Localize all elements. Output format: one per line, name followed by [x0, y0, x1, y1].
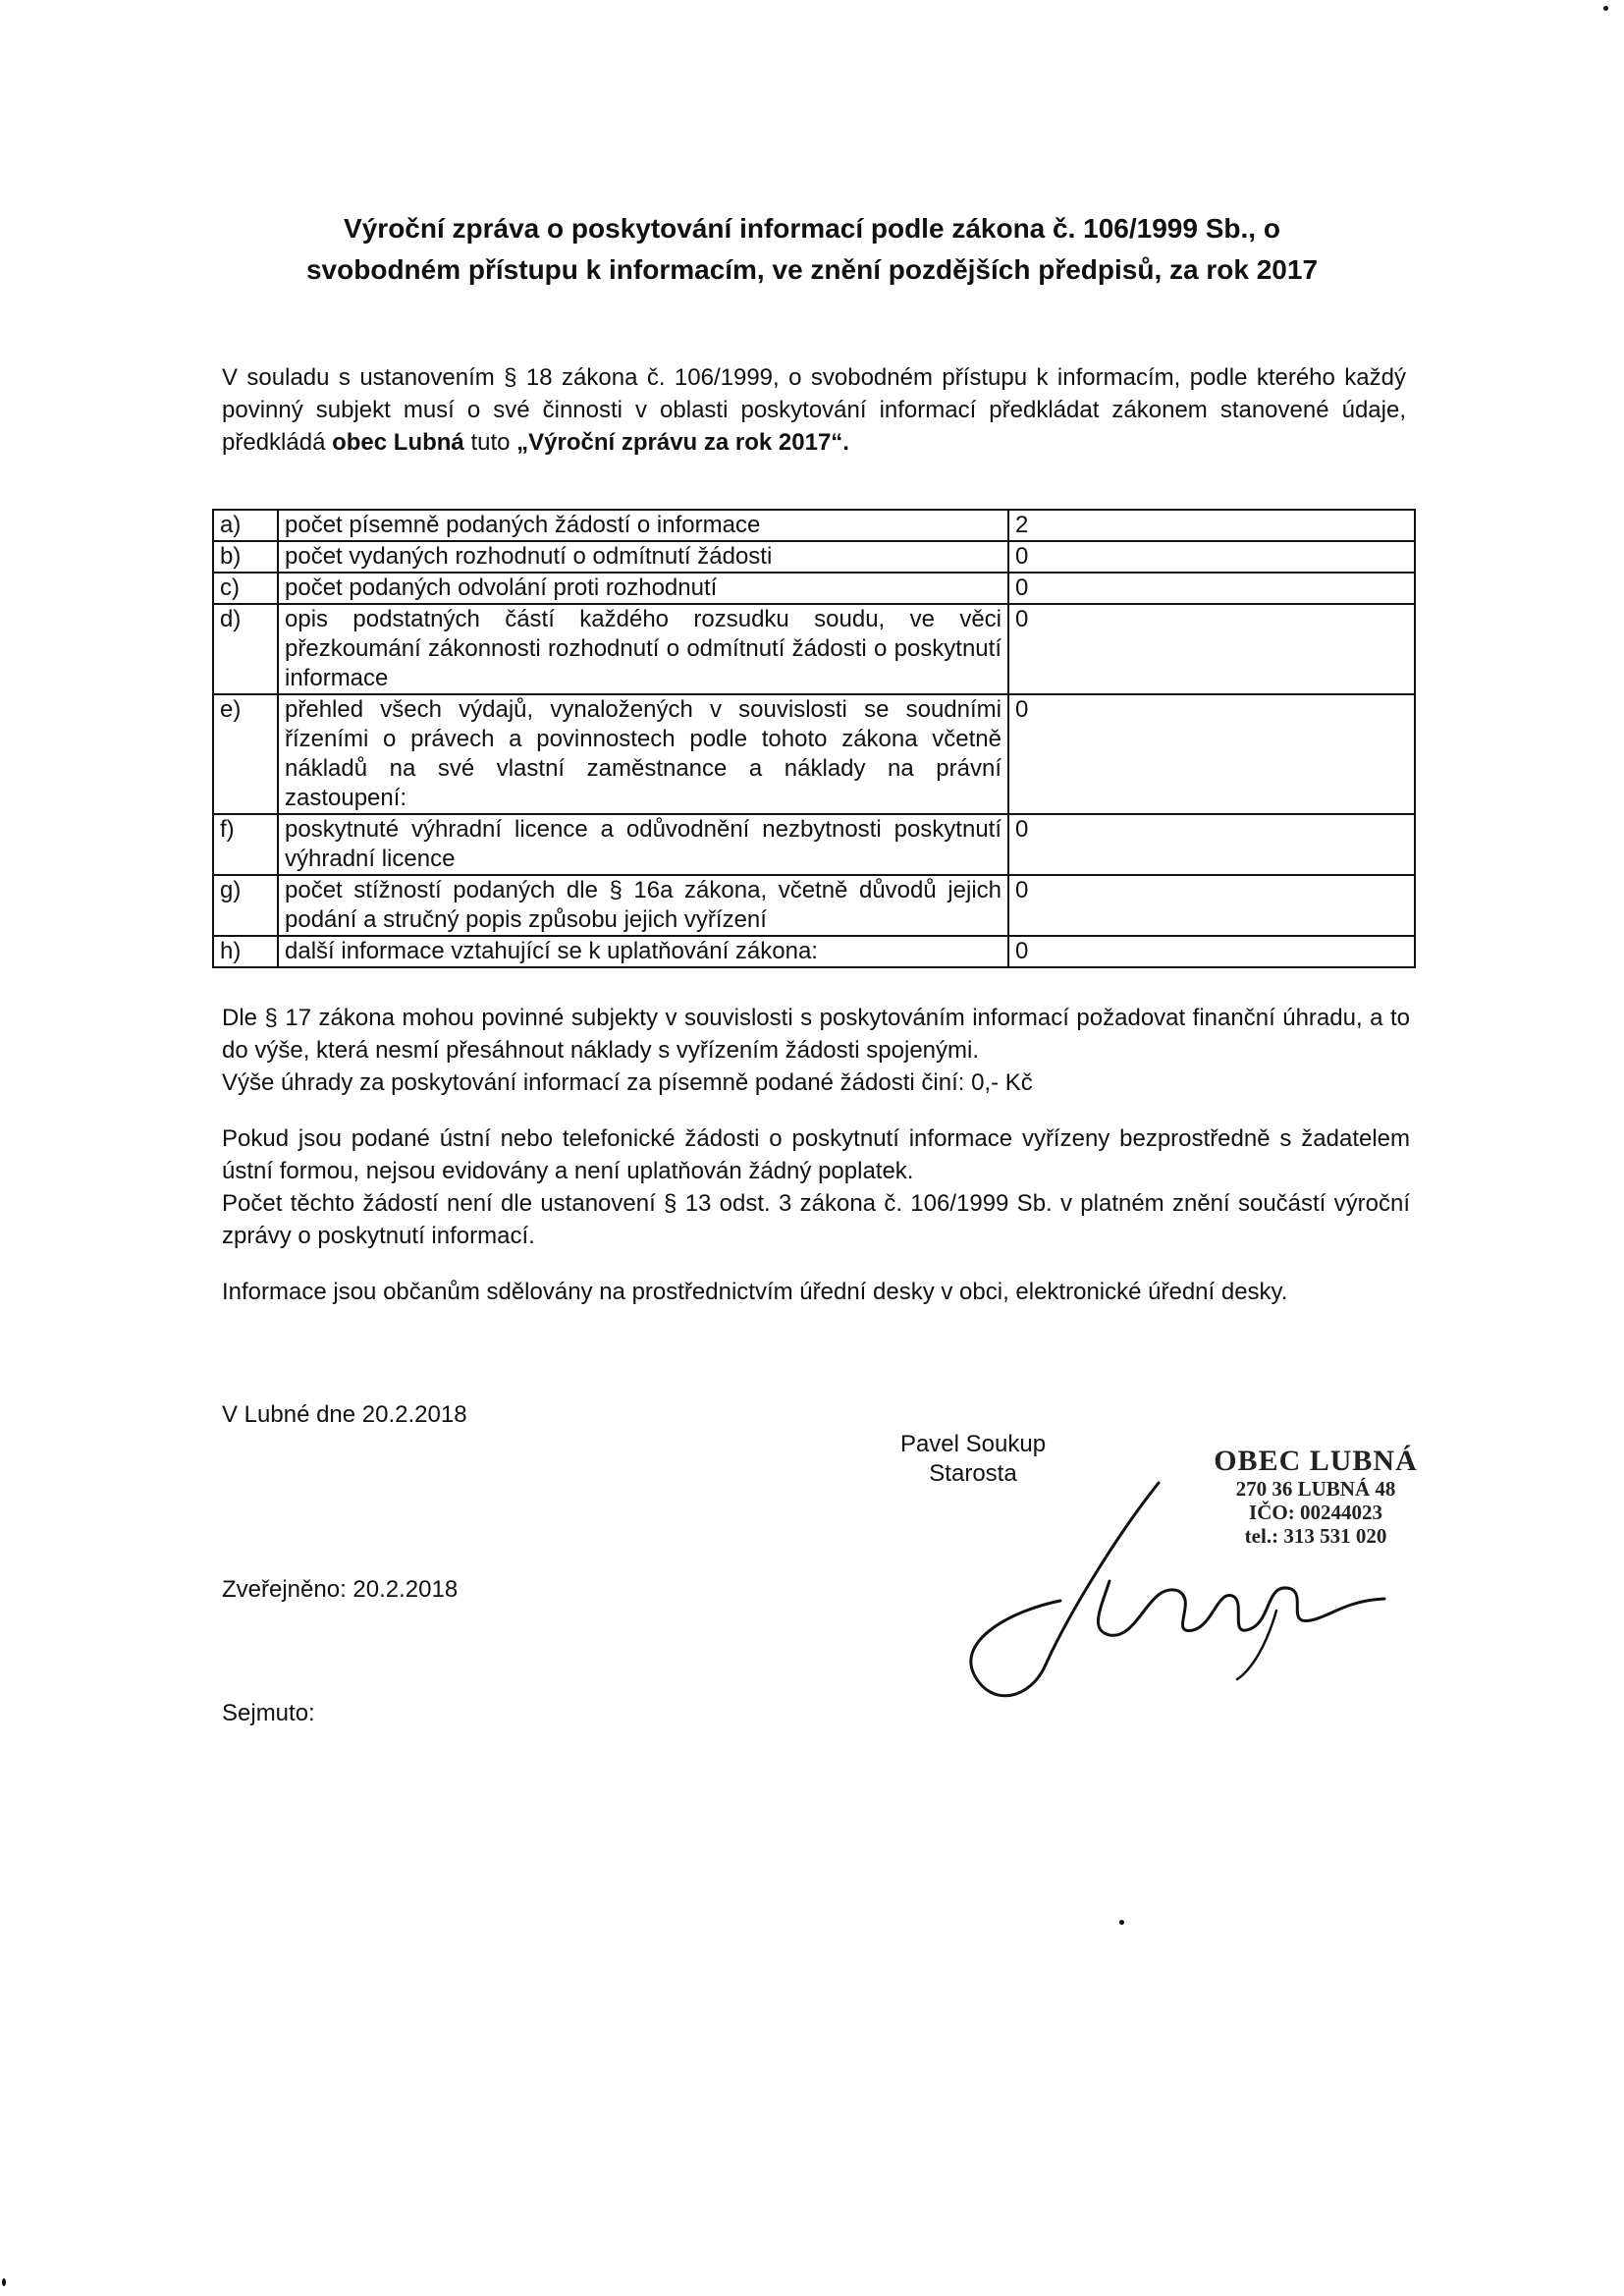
row-value: 0: [1008, 573, 1415, 604]
row-letter: f): [213, 814, 278, 875]
published-date: Zveřejněno: 20.2.2018: [222, 1576, 459, 1603]
row-value: 0: [1008, 604, 1415, 694]
scan-speck: [1119, 1920, 1124, 1925]
table-row: [213, 573, 1415, 604]
row-letter: c): [213, 573, 278, 604]
row-value: 0: [1008, 814, 1415, 875]
row-description: přehled všech výdajů, vynaložených v souvislosti se soudními řízeními o právech a povinnostech podle tohoto zákona včetně nákladů na své vlastní zaměstnance a náklady na právní zastoupení:: [278, 694, 1008, 814]
intro-text: V souladu s ustanovením § 18 zákona č. 106/1999, o svobodném přístupu k informacím, podle kterého každý povinný subjekt musí o své činnosti v oblasti poskytování informací předkládat zákonem stanovené údaje, předkládá: [222, 364, 1406, 456]
table-row: [213, 510, 1415, 541]
row-value: 0: [1008, 541, 1415, 573]
row-value: 0: [1008, 694, 1415, 814]
oral-requests-paragraph: [222, 1122, 1410, 1252]
fee-text: Dle § 17 zákona mohou povinné subjekty v souvislosti s poskytováním informací požadovat finanční úhradu, a to do výše, která nesmí přesáhnout náklady s vyřízením žádosti spojenými.: [222, 1005, 1410, 1064]
row-letter: b): [213, 541, 278, 573]
table-row: [213, 814, 1415, 875]
table-row: [213, 541, 1415, 573]
table-row: [213, 936, 1415, 967]
intro-report-name: „Výroční zprávu za rok 2017“.: [516, 429, 849, 456]
fee-paragraph: [222, 1002, 1410, 1099]
intro-mid: tuto: [470, 429, 511, 456]
stamp-ico: IČO: 00244023: [1249, 1501, 1382, 1524]
signer-name: Pavel Soukup: [899, 1431, 1047, 1457]
oral-count-text: Počet těchto žádostí není dle ustanovení § 13 odst. 3 zákona č. 106/1999 Sb. v platném znění součástí výroční zprávy o poskytnutí informací.: [222, 1190, 1410, 1249]
stamp-name: OBEC LUBNÁ: [1214, 1445, 1418, 1477]
row-description: opis podstatných částí každého rozsudku soudu, ve věci přezkoumání zákonnosti rozhodnutí o odmítnutí žádosti o poskytnutí informace: [278, 604, 1008, 694]
oral-text: Pokud jsou podané ústní nebo telefonické žádosti o poskytnutí informace vyřízeny bezprostředně s žadatelem ústní formou, nejsou evidovány a není uplatňován žádný poplatek.: [222, 1125, 1410, 1184]
intro-obec: obec Lubná: [332, 429, 464, 456]
row-description: počet vydaných rozhodnutí o odmítnutí žádosti: [278, 541, 1008, 573]
row-description: počet stížností podaných dle § 16a zákona, včetně důvodů jejich podání a stručný popis způsobu jejich vyřízení: [278, 875, 1008, 936]
row-letter: g): [213, 875, 278, 936]
title-line-1: Výroční zpráva o poskytování informací podle zákona č. 106/1999 Sb., o: [344, 213, 1280, 244]
table-row: [213, 694, 1415, 814]
row-description: další informace vztahující se k uplatňování zákona:: [278, 936, 1008, 967]
table-row: [213, 604, 1415, 694]
document-title: [196, 208, 1428, 291]
stamp-tel: tel.: 313 531 020: [1244, 1524, 1387, 1548]
row-description: poskytnuté výhradní licence a odůvodnění nezbytnosti poskytnutí výhradní licence: [278, 814, 1008, 875]
scan-speck: [2, 2278, 6, 2286]
report-table: [212, 509, 1416, 968]
row-value: 0: [1008, 875, 1415, 936]
intro-paragraph: [222, 361, 1406, 459]
official-stamp: [1198, 1446, 1434, 1548]
removed-date: Sejmuto:: [222, 1700, 315, 1726]
title-line-2: svobodném přístupu k informacím, ve znění pozdějších předpisů, za rok 2017: [305, 254, 1319, 285]
stamp-address: 270 36 LUBNÁ 48: [1235, 1477, 1396, 1501]
row-value: 2: [1008, 510, 1415, 541]
row-letter: e): [213, 694, 278, 814]
place-date: V Lubné dne 20.2.2018: [222, 1401, 467, 1428]
row-description: počet podaných odvolání proti rozhodnutí: [278, 573, 1008, 604]
row-description: počet písemně podaných žádostí o informace: [278, 510, 1008, 541]
row-letter: d): [213, 604, 278, 694]
row-letter: h): [213, 936, 278, 967]
publication-text: Informace jsou občanům sdělovány na prostřednictvím úřední desky v obci, elektronické úřední desky.: [222, 1279, 1288, 1305]
row-letter: a): [213, 510, 278, 541]
row-value: 0: [1008, 936, 1415, 967]
publication-paragraph: [222, 1276, 1410, 1308]
fee-amount-text: Výše úhrady za poskytování informací za písemně podané žádosti činí: 0,- Kč: [222, 1069, 1033, 1096]
table-row: [213, 875, 1415, 936]
signer-role: Starosta: [929, 1460, 1017, 1487]
scan-speck: [1603, 6, 1608, 11]
